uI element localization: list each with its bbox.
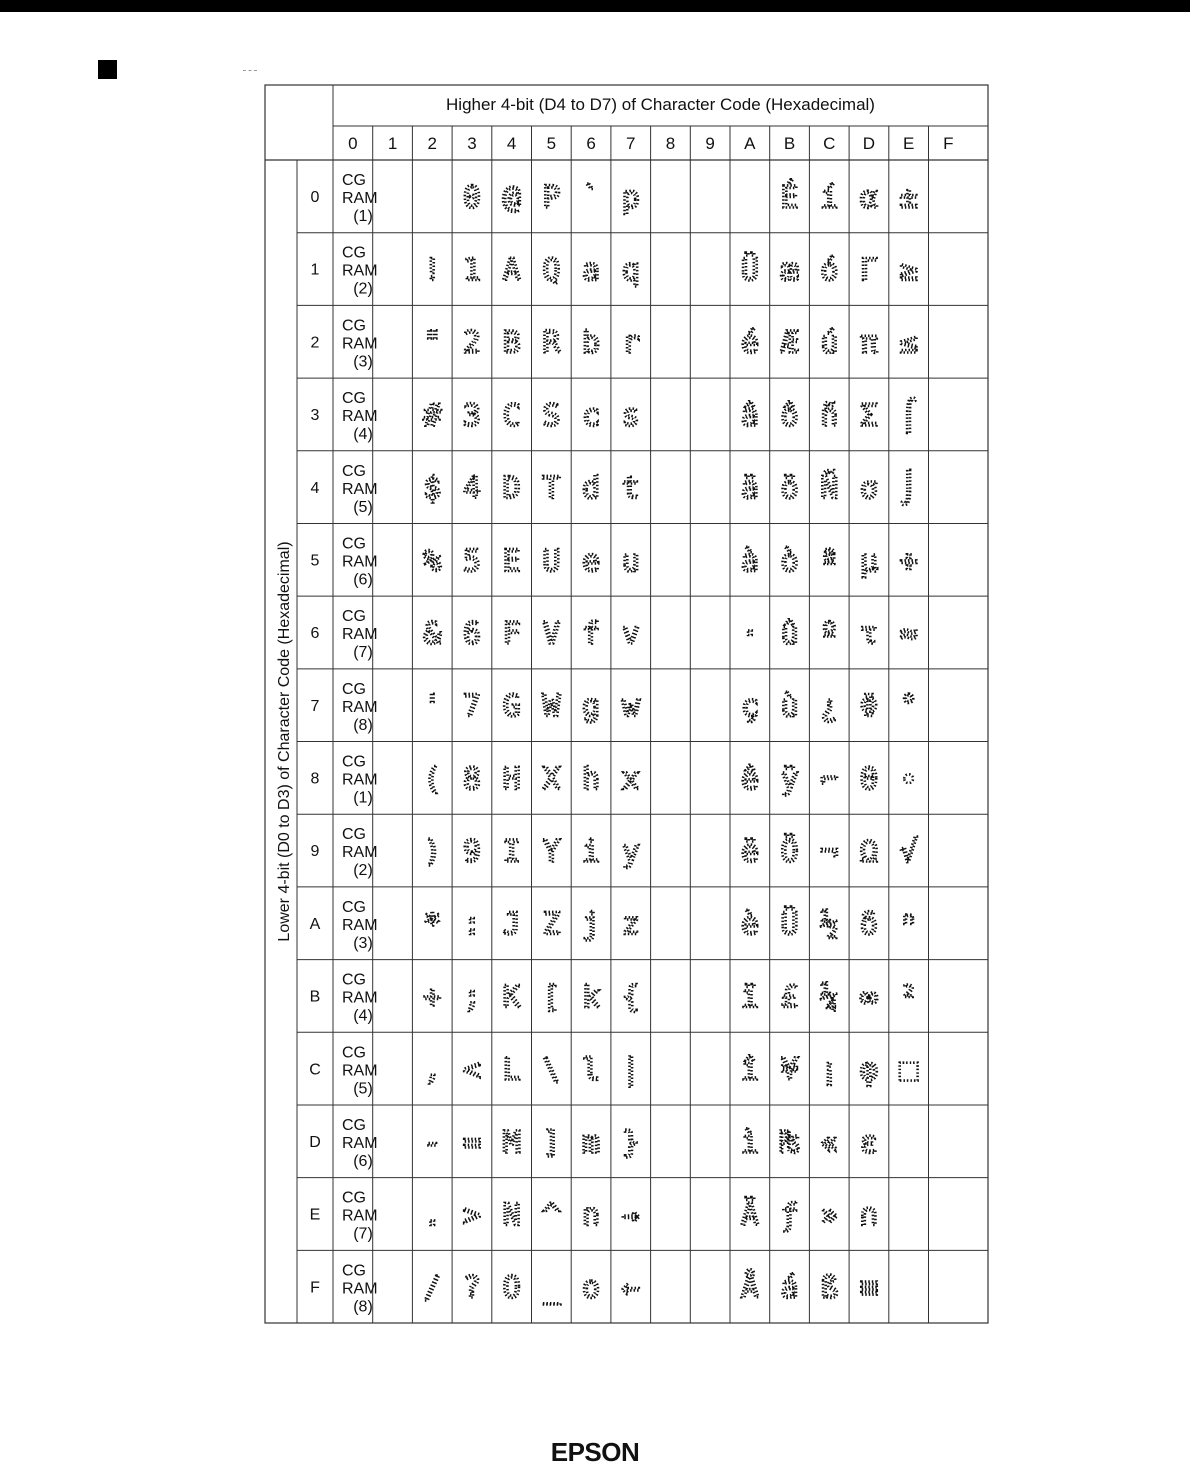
column-code: 0	[348, 134, 358, 153]
row-code: 6	[310, 625, 320, 643]
cg-label: CG	[342, 826, 366, 844]
character-glyph: y	[621, 834, 640, 870]
cgram-number: (8)	[353, 1298, 373, 1316]
character-glyph: √	[899, 834, 918, 870]
row-code: 2	[310, 334, 320, 352]
character-glyph: q	[621, 253, 640, 289]
character-glyph: ⌐	[820, 761, 839, 797]
character-glyph: =	[462, 1125, 481, 1161]
character-glyph: 9	[462, 834, 481, 870]
character-glyph: N	[502, 1197, 521, 1233]
character-glyph: M	[502, 1125, 521, 1161]
cgram-number: (4)	[353, 1007, 373, 1025]
character-glyph: ò	[780, 543, 799, 579]
character-glyph: ÷	[899, 543, 918, 579]
column-code: 9	[705, 134, 715, 153]
character-glyph: ^	[542, 1197, 561, 1233]
character-glyph: H	[502, 761, 521, 797]
column-code: F	[943, 134, 954, 153]
character-glyph: '	[423, 689, 442, 725]
character-glyph: û	[780, 616, 799, 652]
character-glyph: ì	[740, 1125, 759, 1161]
character-glyph: ?	[462, 1270, 481, 1306]
ram-label: RAM	[342, 1062, 378, 1080]
column-code: 1	[387, 134, 398, 153]
cgram-number: (1)	[353, 208, 373, 225]
character-glyph: Ñ	[820, 471, 839, 507]
ram-label: RAM	[342, 553, 378, 571]
cgram-number: (5)	[353, 1080, 373, 1098]
character-glyph: /	[423, 1270, 442, 1306]
character-glyph: W	[542, 689, 561, 725]
character-glyph: o	[582, 1270, 601, 1306]
character-glyph: .	[423, 1197, 442, 1233]
character-glyph: n	[582, 1197, 601, 1233]
character-glyph: Ö	[780, 834, 799, 870]
character-glyph: Σ	[859, 398, 878, 434]
character-glyph: ■	[899, 1052, 918, 1088]
character-glyph: ←	[621, 1270, 640, 1306]
cgram-number: (6)	[353, 1152, 373, 1170]
row-code: D	[309, 1133, 321, 1151]
character-glyph: e	[582, 543, 601, 579]
character-glyph: °	[899, 689, 918, 725]
cgram-number: (2)	[353, 862, 373, 880]
character-glyph: ≥	[899, 253, 918, 289]
cg-label: CG	[342, 1116, 366, 1134]
character-glyph: φ	[859, 1052, 878, 1088]
character-glyph: 8	[462, 761, 481, 797]
character-glyph: ÿ	[780, 761, 799, 797]
column-code: 4	[506, 134, 517, 153]
character-glyph: +	[423, 979, 442, 1015]
character-glyph: ê	[740, 761, 759, 797]
character-glyph: >	[462, 1197, 481, 1233]
character-glyph: è	[740, 907, 759, 943]
character-glyph: )	[423, 834, 442, 870]
ram-label: RAM	[342, 480, 378, 498]
character-glyph: :	[462, 907, 481, 943]
character-glyph: V	[542, 616, 561, 652]
column-code: 7	[626, 134, 636, 153]
character-glyph: ∞	[859, 979, 878, 1015]
character-glyph: r	[621, 325, 640, 361]
character-glyph: á	[780, 1270, 799, 1306]
ram-label: RAM	[342, 408, 378, 426]
row-code: A	[309, 915, 321, 933]
character-glyph: f	[582, 616, 601, 652]
character-glyph: ï	[740, 979, 759, 1015]
character-glyph: _	[542, 1270, 561, 1306]
character-glyph: A	[502, 253, 521, 289]
character-glyph: ç	[740, 689, 759, 725]
character-glyph: !	[423, 253, 442, 289]
character-glyph: ∙	[899, 761, 918, 797]
ram-label: RAM	[342, 844, 378, 862]
ram-label: RAM	[342, 698, 378, 716]
character-glyph: T	[542, 471, 561, 507]
character-glyph: z	[621, 907, 640, 943]
row-code: C	[309, 1061, 321, 1079]
character-glyph: ß	[820, 1270, 839, 1306]
cgram-number: (7)	[353, 1225, 373, 1243]
character-glyph: ₧	[780, 1125, 799, 1161]
character-glyph: »	[820, 1197, 839, 1233]
character-glyph: j	[582, 907, 601, 943]
character-glyph: ú	[820, 325, 839, 361]
column-code: 2	[427, 134, 437, 153]
character-glyph: ]	[542, 1125, 561, 1161]
character-glyph: d	[582, 471, 601, 507]
character-glyph: £	[780, 979, 799, 1015]
character-glyph: 4	[462, 471, 481, 507]
character-glyph: b	[582, 325, 601, 361]
character-glyph: ¼	[820, 979, 839, 1015]
character-glyph: Γ	[859, 253, 878, 289]
cg-label: CG	[342, 172, 366, 189]
ram-label: RAM	[342, 916, 378, 934]
character-glyph: Y	[542, 834, 561, 870]
character-glyph: -	[423, 1125, 442, 1161]
character-glyph: s	[621, 398, 640, 434]
character-glyph: \	[542, 1052, 561, 1088]
column-code: 5	[546, 134, 557, 153]
character-glyph: h	[582, 761, 601, 797]
character-glyph: ƒ	[780, 1197, 799, 1233]
character-glyph: [	[542, 979, 561, 1015]
character-glyph: 0	[462, 180, 481, 216]
character-glyph: δ	[859, 907, 878, 943]
character-glyph: «	[820, 1125, 839, 1161]
character-glyph: ¥	[780, 1052, 799, 1088]
character-glyph: ±	[899, 180, 918, 216]
column-code: 6	[586, 134, 596, 153]
character-glyph: ≤	[899, 325, 918, 361]
column-code: C	[823, 134, 836, 153]
character-glyph: →	[621, 1197, 640, 1233]
character-glyph: Å	[740, 1270, 759, 1306]
character-glyph: τ	[859, 616, 878, 652]
character-glyph: p	[621, 180, 640, 216]
character-glyph: ñ	[820, 398, 839, 434]
character-glyph: π	[859, 325, 878, 361]
cg-label: CG	[342, 244, 366, 262]
character-glyph: ;	[462, 979, 481, 1015]
character-glyph: é	[740, 325, 759, 361]
row-code: F	[310, 1279, 320, 1297]
character-glyph: {	[621, 979, 640, 1015]
column-code: 3	[467, 134, 477, 153]
character-glyph: ·	[740, 616, 759, 652]
character-glyph: ¡	[820, 1052, 839, 1088]
cg-label: CG	[342, 753, 366, 771]
character-glyph: O	[502, 1270, 521, 1306]
character-glyph: ⁿ	[899, 907, 918, 943]
character-glyph: σ	[859, 471, 878, 507]
character-glyph: P	[542, 180, 561, 216]
column-code: A	[744, 134, 756, 153]
character-glyph: x	[621, 761, 640, 797]
character-glyph: u	[621, 543, 640, 579]
character-glyph: *	[423, 907, 442, 943]
column-code: D	[862, 134, 876, 153]
character-glyph: Z	[542, 907, 561, 943]
character-glyph: X	[542, 761, 561, 797]
cg-label: CG	[342, 317, 366, 335]
character-glyph: J	[502, 907, 521, 943]
character-glyph: %	[423, 543, 442, 579]
ram-label: RAM	[342, 989, 378, 1007]
row-code: B	[309, 988, 321, 1006]
character-glyph: É	[780, 180, 799, 216]
ram-label: RAM	[342, 1207, 378, 1225]
cg-label: CG	[342, 390, 366, 408]
character-glyph: g	[582, 689, 601, 725]
character-glyph: F	[502, 616, 521, 652]
character-glyph: ¬	[820, 834, 839, 870]
character-glyph: &	[423, 616, 442, 652]
row-code: 7	[310, 697, 320, 715]
row-code: 1	[310, 261, 320, 279]
cgram-number: (1)	[353, 789, 373, 807]
character-glyph: ä	[740, 471, 759, 507]
cgram-number: (2)	[353, 280, 373, 298]
character-glyph: ≈	[899, 616, 918, 652]
cg-label: CG	[342, 971, 366, 989]
row-code: 0	[310, 189, 320, 206]
character-glyph: G	[502, 689, 521, 725]
character-glyph: º	[820, 616, 839, 652]
character-glyph: }	[621, 1125, 640, 1161]
character-glyph: ë	[740, 834, 759, 870]
cg-label: CG	[342, 535, 366, 553]
ram-label: RAM	[342, 771, 378, 789]
row-code: 5	[310, 552, 320, 570]
row-code: 4	[310, 479, 320, 497]
character-glyph: (	[423, 761, 442, 797]
character-glyph: v	[621, 616, 640, 652]
character-glyph: B	[502, 325, 521, 361]
brand-logo: EPSON	[550, 1437, 640, 1467]
character-glyph: Ü	[740, 253, 759, 289]
character-glyph: C	[502, 398, 521, 434]
character-glyph: L	[502, 1052, 521, 1088]
row-header-title: Lower 4-bit (D0 to D3) of Character Code (Hexadecimal)	[276, 541, 293, 942]
cg-label: CG	[342, 462, 366, 480]
row-code: 9	[310, 843, 320, 861]
cgram-number: (6)	[353, 571, 373, 589]
character-glyph: w	[621, 689, 640, 725]
character-glyph: ⌡	[899, 471, 918, 507]
character-glyph: ½	[820, 907, 839, 943]
cg-label: CG	[342, 1262, 366, 1280]
ram-label: RAM	[342, 335, 378, 353]
character-glyph: |	[621, 1052, 640, 1088]
character-glyph: â	[740, 398, 759, 434]
character-glyph: ∩	[859, 1197, 878, 1233]
column-code: 8	[665, 134, 676, 153]
character-glyph: @	[502, 180, 521, 216]
character-glyph: ε	[859, 1125, 878, 1161]
character-glyph: 3	[462, 398, 481, 434]
character-glyph: Ü	[780, 907, 799, 943]
column-code: E	[902, 134, 915, 153]
cgram-number: (3)	[353, 934, 373, 952]
character-glyph: 2	[462, 325, 481, 361]
character-glyph: ó	[820, 253, 839, 289]
character-glyph: D	[502, 471, 521, 507]
row-code: E	[309, 1206, 321, 1224]
character-glyph: Θ	[859, 761, 878, 797]
cg-label: CG	[342, 898, 366, 916]
row-code: 3	[310, 407, 320, 425]
character-glyph: "	[423, 325, 442, 361]
character-glyph: E	[502, 543, 521, 579]
character-glyph: <	[462, 1052, 481, 1088]
character-glyph: k	[582, 979, 601, 1015]
character-glyph: ô	[780, 398, 799, 434]
character-glyph: Ä	[740, 1197, 759, 1233]
character-glyph: ²	[899, 979, 918, 1015]
column-header-title: Higher 4-bit (D4 to D7) of Character Code (Hexadecimal)	[446, 95, 875, 114]
ram-label: RAM	[342, 262, 378, 280]
ram-label: RAM	[342, 1134, 378, 1152]
character-glyph: l	[582, 1052, 601, 1088]
cgram-number: (8)	[353, 716, 373, 734]
cgram-number: (7)	[353, 644, 373, 662]
character-glyph: ¿	[820, 689, 839, 725]
character-glyph: #	[423, 398, 442, 434]
ram-label: RAM	[342, 626, 378, 644]
ram-label: RAM	[342, 1280, 378, 1298]
character-glyph: Ω	[859, 834, 878, 870]
character-glyph: m	[582, 1125, 601, 1161]
character-glyph: t	[621, 471, 640, 507]
cg-label: CG	[342, 608, 366, 626]
character-glyph: ⌠	[899, 398, 918, 434]
character-glyph: Æ	[780, 325, 799, 361]
cg-label: CG	[342, 1189, 366, 1207]
character-glyph: Φ	[859, 689, 878, 725]
row-code: 8	[310, 770, 320, 788]
cg-label: CG	[342, 680, 366, 698]
character-glyph: i	[582, 834, 601, 870]
character-glyph: c	[582, 398, 601, 434]
character-glyph: à	[740, 543, 759, 579]
character-glyph: ≡	[859, 1270, 878, 1306]
character-glyph: α	[859, 180, 878, 216]
character-glyph: 7	[462, 689, 481, 725]
cgram-number: (5)	[353, 498, 373, 516]
character-glyph: î	[740, 1052, 759, 1088]
character-glyph: æ	[780, 253, 799, 289]
character-glyph: ,	[423, 1052, 442, 1088]
character-glyph: 1	[462, 253, 481, 289]
character-glyph: I	[502, 834, 521, 870]
character-glyph: K	[502, 979, 521, 1015]
character-glyph: ö	[780, 471, 799, 507]
character-glyph: U	[542, 543, 561, 579]
character-glyph: 6	[462, 616, 481, 652]
ram-label: RAM	[342, 190, 378, 207]
cgram-number: (3)	[353, 353, 373, 371]
character-glyph: Q	[542, 253, 561, 289]
cgram-number: (4)	[353, 426, 373, 444]
character-glyph: `	[582, 180, 601, 216]
character-glyph: 5	[462, 543, 481, 579]
character-glyph: S	[542, 398, 561, 434]
character-glyph: ª	[820, 543, 839, 579]
column-code: B	[783, 134, 796, 153]
character-glyph: µ	[859, 543, 878, 579]
character-glyph: R	[542, 325, 561, 361]
cg-label: CG	[342, 1044, 366, 1062]
character-glyph: ù	[780, 689, 799, 725]
character-glyph: í	[820, 180, 839, 216]
character-glyph: a	[582, 253, 601, 289]
character-glyph: $	[423, 471, 442, 507]
